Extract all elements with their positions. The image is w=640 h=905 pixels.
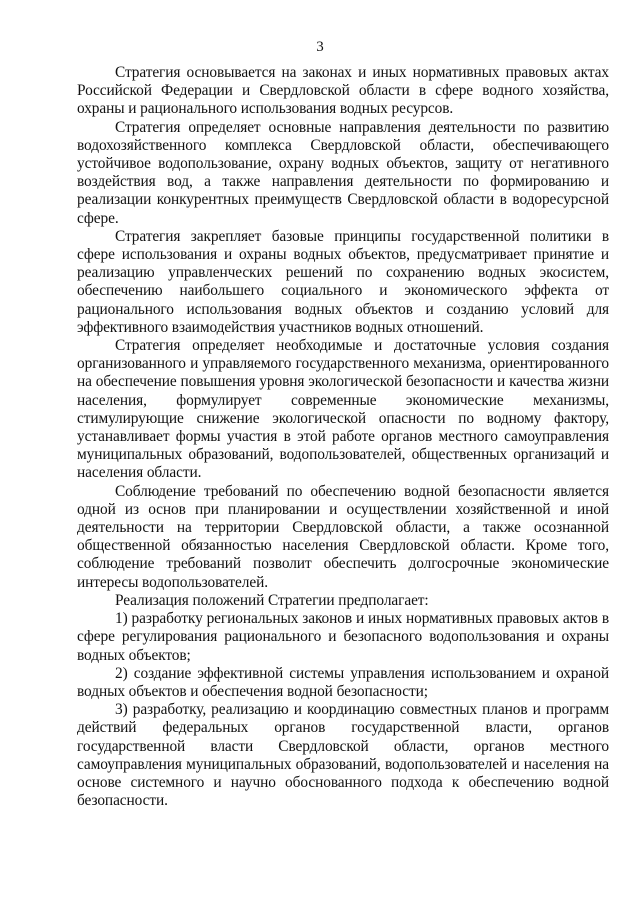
list-item-2: 2) создание эффективной системы управления использованием и охраной водных объектов и обеспечения водной безопасности;	[77, 664, 609, 700]
document-body	[77, 64, 609, 810]
list-item-1: 1) разработку региональных законов и иных нормативных правовых актов в сфере регулирования рационального и безопасного водопользования и охраны водных объектов;	[77, 610, 609, 664]
paragraph-basic-principles: Стратегия закрепляет базовые принципы государственной политики в сфере использования и охраны водных объектов, предусматривает принятие и реализацию управленческих решений по сохранению водных экосистем, обеспечению наибольшего социального и экономического эффекта от рационального использования водных объектов и созданию условий для эффективного взаимодействия участников водных отношений.	[77, 227, 609, 336]
paragraph-conditions: Стратегия определяет необходимые и достаточные условия создания организованного и управляемого государственного механизма, ориентированного на обеспечение повышения уровня экологической безопасности и качества жизни населения, формулирует современные экономические механизмы, стимулирующие снижение экологической опасности по водному фактору, устанавливает формы участия в этой работе органов местного самоуправления муниципальных образований, водопользователей, общественных организаций и населения области.	[77, 337, 609, 482]
list-item-3: 3) разработку, реализацию и координацию совместных планов и программ действий федеральных органов государственной власти, органов государственной власти Свердловской области, органов местного самоуправления муниципальных образований, водопользователей и населения на основе системного и научно обоснованного подхода к обеспечению водной безопасности.	[77, 701, 609, 810]
page-number: 3	[316, 39, 324, 55]
paragraph-main-directions: Стратегия определяет основные направления деятельности по развитию водохозяйственного комплекса Свердловской области, обеспечивающего устойчивое водопользование, охрану водных объектов, защиту от негативного воздействия вод, а также направления деятельности по формированию и реализации конкурентных преимуществ Свердловской области в водоресурсной сфере.	[77, 118, 609, 227]
paragraph-implementation-intro: Реализация положений Стратегии предполагает:	[115, 591, 429, 609]
paragraph-legal-basis: Стратегия основывается на законах и иных нормативных правовых актах Российской Федерации и Свердловской области в сфере водного хозяйства, охраны и рационального использования водных ресурсов.	[77, 64, 609, 118]
paragraph-water-safety: Соблюдение требований по обеспечению водной безопасности является одной из основ при планировании и осуществлении хозяйственной и иной деятельности на территории Свердловской области, а также осознанной общественной обязанностью населения Свердловской области. Кроме того, соблюдение требований позволит обеспечить долгосрочные экономические интересы водопользователей.	[77, 482, 609, 591]
